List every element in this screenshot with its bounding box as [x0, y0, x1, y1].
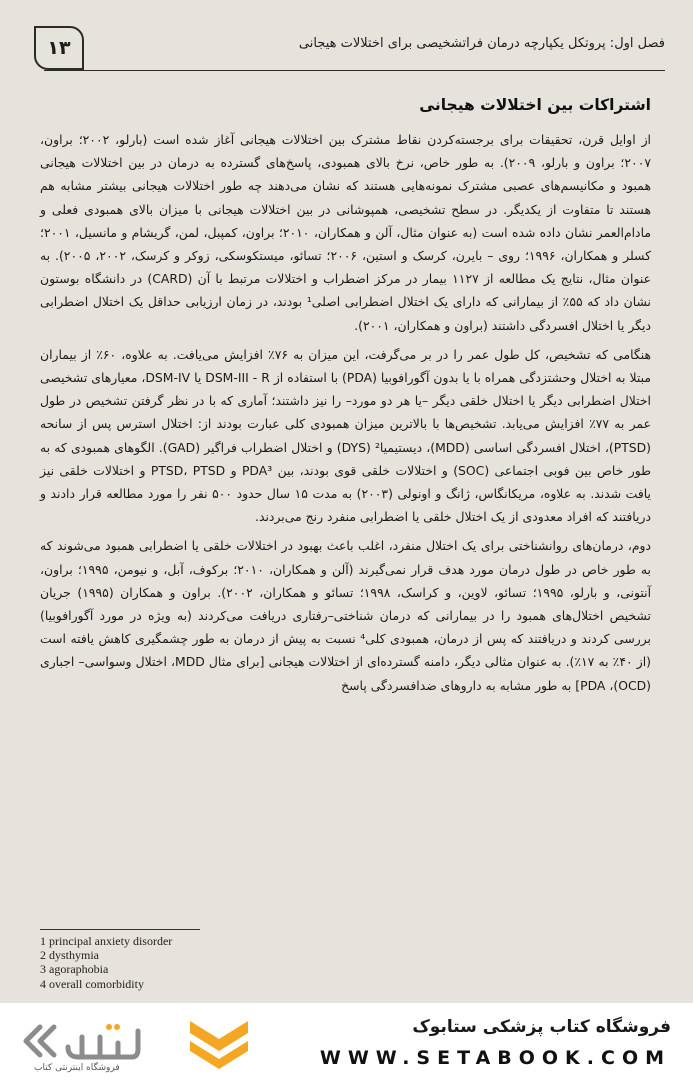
- paragraph-1: از اوایل قرن، تحقیقات برای برجسته‌کردن نقاط مشترک بین اختلالات هیجانی آغاز شده است (بارلو، ۲۰۰۲؛ براون، ۲۰۰۷؛ براون و بارلو، ۲۰۰۹). به طور خاص، نرخ بالای همبودی، پاسخ‌های گسترده به درمان در بین اختلالات هیجانی همبود و مکانیسم‌های عصبی مشترک نمونه‌هایی هستند که نشان می‌دهند چه طور اختلالات هیجانی بیشتر مشابه هم هستند تا متفاوت از یکدیگر. در سطح تشخیصی، همپوشانی در بین اختلالات هیجانی با میزان بالای همبودی فعلی و مادام‌العمر نشان داده شده است (به عنوان مثال، آلن و همکاران، ۲۰۱۰؛ براون، کمپبل، لمن، گریشام و مانسیل، ۲۰۰۱؛ کسلر و همکاران، ۱۹۹۶؛ روی – بایرن، کرسک و استین، ۲۰۰۶؛ تسائو، میستکوسکی، زوکر و کرسک، ۲۰۰۲، ۲۰۰۵). به عنوان مثال، نتایج یک مطالعه از ۱۱۲۷ بیمار در مرکز اضطراب و اختلالات مرتبط با آن (CARD) در دانشگاه بوستون نشان داد که ۵۵٪ از بیمارانی که دارای یک اختلال اضطرابی اصلی¹ بودند، در زمان ارزیابی حداقل یک اختلال اضطرابی دیگر یا اختلال افسردگی داشتند (براون و همکاران، ۲۰۰۱).: [40, 132, 652, 333]
- footnote-divider: [40, 929, 200, 930]
- page-number: ۱۳: [34, 26, 84, 70]
- footnote-3: 3 agoraphobia: [40, 962, 109, 977]
- footnote-1: 1 principal anxiety disorder: [40, 934, 173, 948]
- store-banner: [0, 1003, 693, 1080]
- setabook-logo[interactable]: [20, 1017, 144, 1065]
- footnote-2: 2 dysthymia: [40, 948, 99, 963]
- running-title: فصل اول: پروتکل یکپارچه درمان فراتشخیصی برای اختلالات هیجانی: [298, 36, 665, 51]
- section-title: اشتراکات بین اختلالات هیجانی: [419, 96, 651, 114]
- running-header: [44, 24, 665, 71]
- store-url-link[interactable]: WWW.SETABOOK.COM: [319, 1047, 671, 1069]
- logo-subtitle: فروشگاه اینترنتی کتاب: [34, 1063, 120, 1073]
- body-text: [40, 128, 651, 703]
- paragraph-2: هنگامی که تشخیص، کل طول عمر را در بر می‌گرفت، این میزان به ۷۶٪ افزایش می‌یافت. به علاوه، ۶۰٪ از بیماران مبتلا به اختلال وحشتزدگی همراه با یا بدون آگورافوبیا (PDA) با استفاده از DSM-III - R یا DSM-IV، معیارهای تشخیصی اختلال اضطرابی دیگر یا اختلال خلقی دیگر –یا هر دو مورد– را نیز داشتند؛ آماری که با در نظر گرفتن تشخیص در طول عمر به ۷۷٪ افزایش می‌یابد. تشخیص‌ها با بالاترین میزان همبودی کلی عبارت بودند از: اختلال استرس پس از سانحه (PTSD)، اختلال افسردگی اساسی (MDD)، دیستیمیا² (DYS) و اختلال اضطراب فراگیر (GAD). الگوهای همبودی که به طور خاص بین فوبی اجتماعی (SOC) و اختلالات خلقی قوی بودند، بین PDA³ و PTSD، PTSD و اختلالات خلقی نیز یافت شدند. به علاوه، مریکانگاس، ژانگ و اونولی (۲۰۰۳) به مدت ۱۵ سال حدود ۵۰۰ نفر را مورد مطالعه قرار دادند و دریافتند که افراد معدودی از یک اختلال خلقی یا اضطرابی منفرد رنج می‌بردند.: [40, 346, 652, 525]
- chevron-logo-icon: [186, 1015, 252, 1071]
- footnotes: [40, 934, 172, 991]
- footnote-4: 4 overall comorbidity: [40, 976, 144, 991]
- store-name: فروشگاه کتاب پزشکی ستابوک: [412, 1017, 671, 1037]
- paragraph-3: دوم، درمان‌های روانشناختی برای یک اختلال منفرد، اغلب باعث بهبود در اختلالات خلقی یا اضطرابی همبود می‌شوند که به طور خاص در طول درمان مورد هدف قرار نمی‌گیرند (آلن و همکاران، ۲۰۱۰؛ برکوف، آبل، و نیومن، ۱۹۹۵؛ براون، آنتونی، و بارلو، ۱۹۹۵؛ تسائو، لاوین، و کراسک، ۱۹۹۸؛ تسائو و همکاران، ۲۰۰۲). براون و همکاران (۱۹۹۵) جریان تشخیص اختلال‌های همبود را در بیمارانی که درمان شناختی–رفتاری دریافت می‌کردند (به ویژه در مورد آگورافوبیا) بررسی کردند و دریافتند که پس از درمان، همبودی کلی⁴ نسبت به پیش از درمان به طور چشمگیری کاهش یافته است (از ۴۰٪ به ۱۷٪). به عنوان مثالی دیگر، دامنه گسترده‌ای از اختلالات هیجانی [برای مثال MDD، اختلال وسواسی– اجباری (OCD)، PDA] به طور مشابه به داروهای ضدافسردگی پاسخ: [40, 538, 652, 693]
